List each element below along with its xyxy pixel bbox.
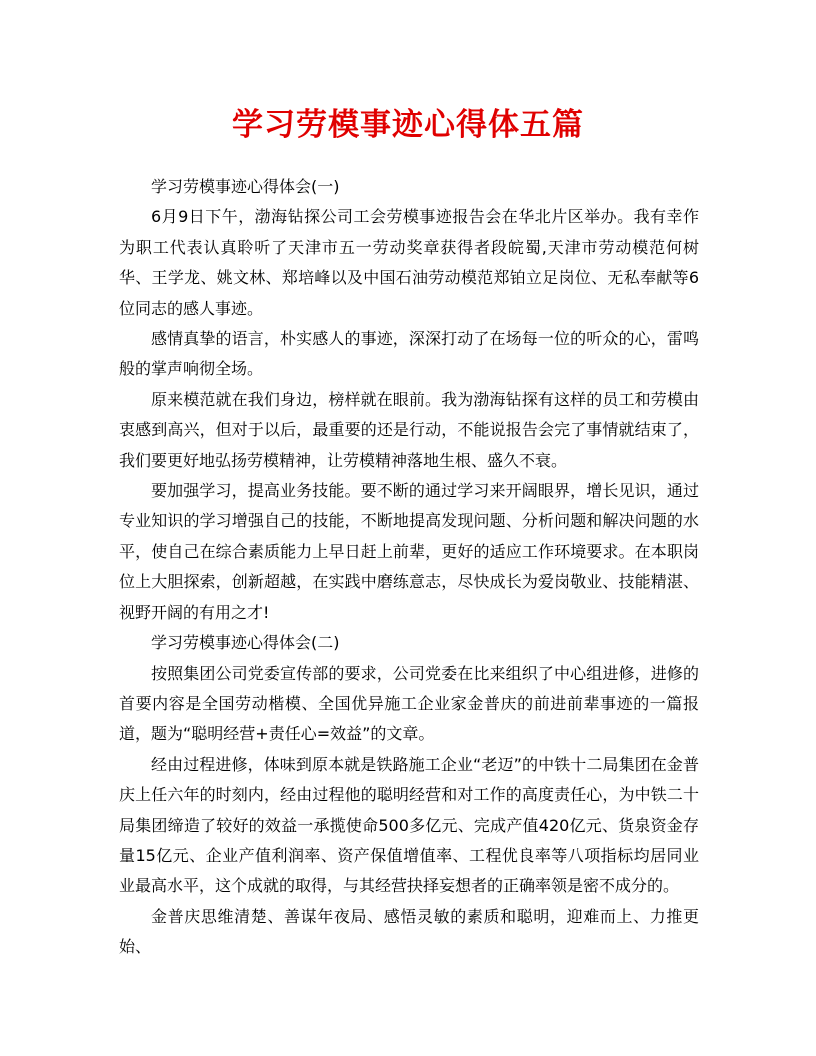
paragraph: 学习劳模事迹心得体会(一) [151,177,340,196]
paragraph: 感情真挚的语言，朴实感人的事迹，深深打动了在场每一位的听众的心，雷鸣般的掌声响彻全场。 [119,329,699,379]
paragraph: 经由过程进修，体味到原本就是铁路施工企业“老迈”的中铁十二局集团在金普庆上任六年的时刻内，经由过程他的聪明经营和对工作的高度责任心，为中铁二十局集团缔造了较好的效益一承揽使命500多亿元、完成产值420亿元、货泉资金存量15亿元、企业产值利润率、资产保值增值率、工程优良率等八项指标均居同业业最高水平，这个成就的取得，与其经营抉择妄想者的正确率领是密不成分的。 [119,754,699,896]
paragraph: 原来模范就在我们身边，榜样就在眼前。我为渤海钻探有这样的员工和劳模由衷感到高兴，但对于以后，最重要的还是行动，不能说报告会完了事情就结束了，我们要更好地弘扬劳模精神，让劳模精神落地生根、盛久不衰。 [119,389,699,470]
paragraph: 金普庆思维清楚、善谋年夜局、感悟灵敏的素质和聪明，迎难而上、力推更始、 [119,906,699,957]
paragraph: 6月9日下午，渤海钻探公司工会劳模事迹报告会在华北片区举办。我有幸作为职工代表认真聆听了天津市五一劳动奖章获得者段皖蜀,天津市劳动模范何树华、王学龙、姚文林、郑培峰以及中国石油劳动模范郑铂立足岗位、无私奉献等6位同志的感人事迹。 [119,207,699,318]
document-body [119,172,699,963]
paragraph: 按照集团公司党委宣传部的要求，公司党委在比来组织了中心组进修，进修的首要内容是全国劳动楷模、全国优异施工企业家金普庆的前进前辈事迹的一篇报道，题为“聪明经营+责任心=效益”的文章。 [119,663,699,744]
paragraph: 学习劳模事迹心得体会(二) [151,633,340,653]
paragraph: 要加强学习，提高业务技能。要不断的通过学习来开阔眼界，增长见识，通过专业知识的学习增强自己的技能，不断地提高发现问题、分析问题和解决问题的水平，使自己在综合素质能力上早日赶上前辈，更好的适应工作环境要求。在本职岗位上大胆探索，创新超越，在实践中磨练意志，尽快成长为爱岗敬业、技能精湛、视野开阔的有用之才! [119,481,699,622]
document-title: 学习劳模事迹心得体五篇 [232,107,584,143]
